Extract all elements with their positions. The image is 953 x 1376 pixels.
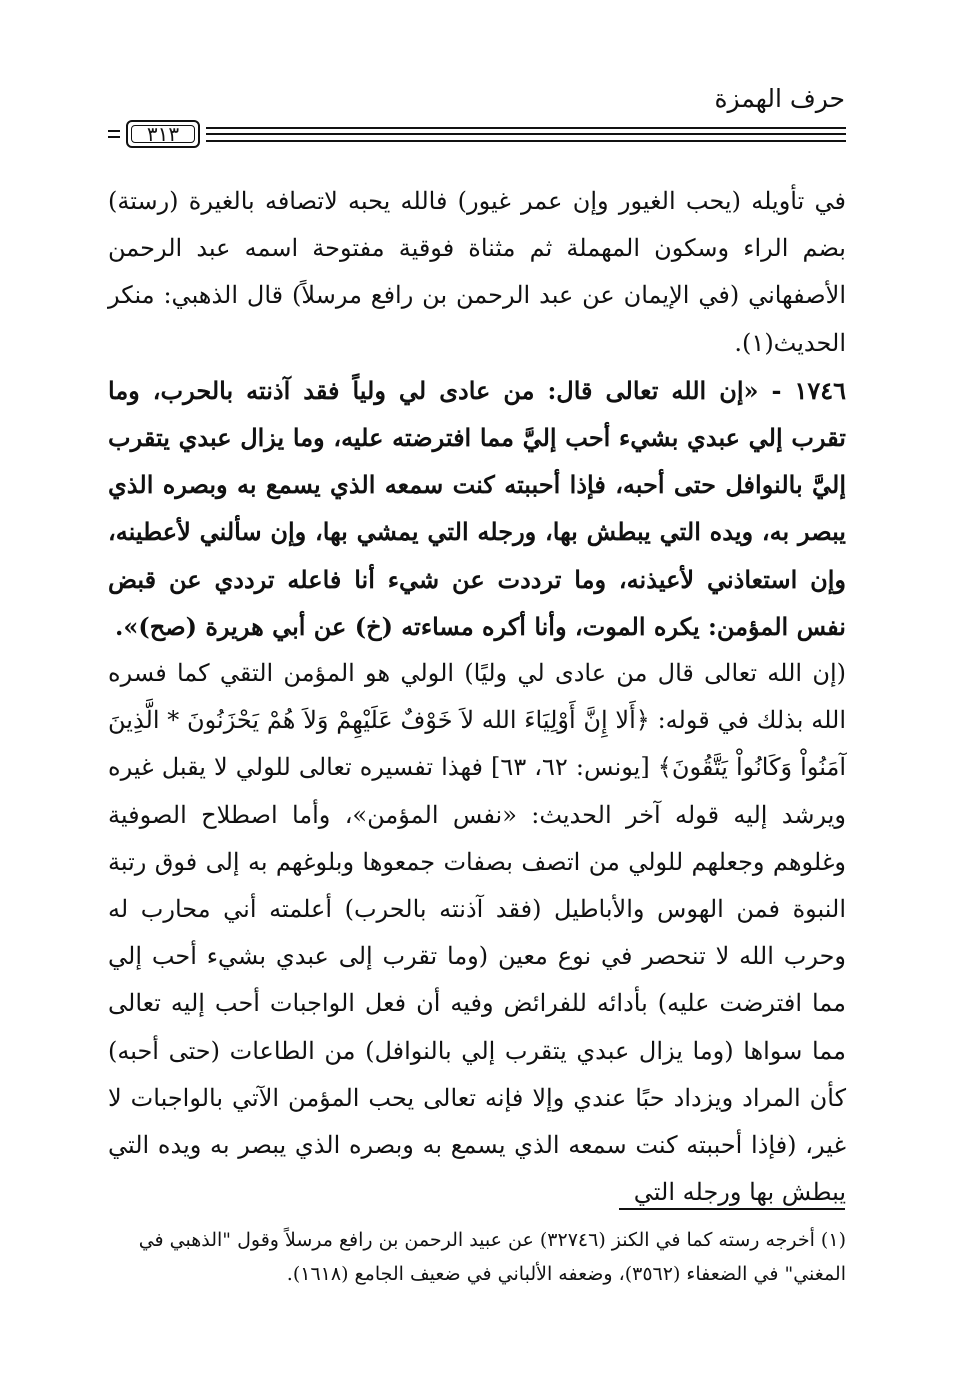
- rule-line: [206, 140, 846, 142]
- rule-line: [206, 127, 846, 129]
- rule-line: [206, 133, 846, 135]
- header-rule: [108, 122, 846, 152]
- rule-line: [108, 136, 120, 138]
- paragraph-intro: في تأويله (يحب الغيور وإن عمر غيور) فالله يحبه لاتصافه بالغيرة (رستة) بضم الراء وسكون المهملة ثم مثناة فوقية مفتوحة اسمه عبد الرحمن الأصفهاني (في الإيمان عن عبد الرحمن بن رافع مرسلاً) قال الذهبي: منكر الحديث(١).: [108, 187, 846, 357]
- footnote-separator: [619, 1208, 845, 1210]
- footnote-line: (١) أخرجه رسته كما في الكنز (٣٢٧٤٦) عن عبيد الرحمن بن رافع مرسلاً وقول "الذهبي في المغني" في الضعفاء (٣٥٦٢)، وضعفه الألباني في ضعيف الجامع (١٦١٨).: [138, 1229, 846, 1285]
- footnote: [108, 1223, 846, 1291]
- hadith-text: ١٧٤٦ - «إن الله تعالى قال: من عادى لي ولياً فقد آذنته بالحرب، وما تقرب إلي عبدي بشيء أحب إليَّ مما افترضته عليه، وما يزال عبدي يتقرب إليَّ بالنوافل حتى أحبه، فإذا أحببته كنت سمعه الذي يسمع به وبصره الذي يبصر به، ويده التي يبطش بها، ورجله التي يمشي بها، وإن سألني لأعطينه، وإن استعاذني لأعيذنه، وما ترددت عن شيء أنا فاعله ترددي عن قبض نفس المؤمن: يكره الموت، وأنا أكره مساءته (خ) عن أبي هريرة (صح)».: [108, 375, 847, 641]
- chapter-title: حرف الهمزة: [714, 84, 845, 113]
- paragraph-commentary: (إن الله تعالى قال من عادى لي وليًا) الولي هو المؤمن التقي كما فسره الله بذلك في قوله: ﴿أَلا إِنَّ أَوْلِيَاءَ الله لاَ خَوْفٌ عَلَيْهِمْ وَلاَ هُمْ يَحْزَنُونَ * الَّذِينَ آمَنُواْ وَكَانُواْ يَتَّقُونَ﴾ [يونس: ٦٢، ٦٣] فهذا تفسيره تعالى للولي لا يقبل غيره ويرشد إليه قوله آخر الحديث: «نفس المؤمن»، وأما اصطلاح الصوفية وغلوهم وجعلهم للولي من اتصف بصفات جمعوها وبلوغهم به إلى فوق رتبة النبوة فمن الهوس والأباطيل (فقد آذنته بالحرب) أعلمته أني محارب له وحرب الله لا تنحصر في نوع معين (وما تقرب إلى عبدي بشيء أحب إلي مما افترضت عليه) بأدائه للفرائض وفيه أن فعل الواجبات أحب إليه تعالى مما سواها (وما يزال عبدي يتقرب إلي بالنوافل) من الطاعات (حتى أحبه) كأن المراد ويزداد حبًا عندي وإلا فإنه تعالى يحب المؤمن الآتي بالواجبات لا غير، (فإذا أحببته كنت سمعه الذي يسمع به وبصره الذي يبصر به ويده التي يبطش بها ورجله التي: [108, 659, 846, 1207]
- main-text: [108, 178, 846, 1216]
- page-number-frame: [126, 120, 200, 148]
- page-number: ٣١٣: [131, 125, 195, 143]
- rule-line: [108, 130, 120, 132]
